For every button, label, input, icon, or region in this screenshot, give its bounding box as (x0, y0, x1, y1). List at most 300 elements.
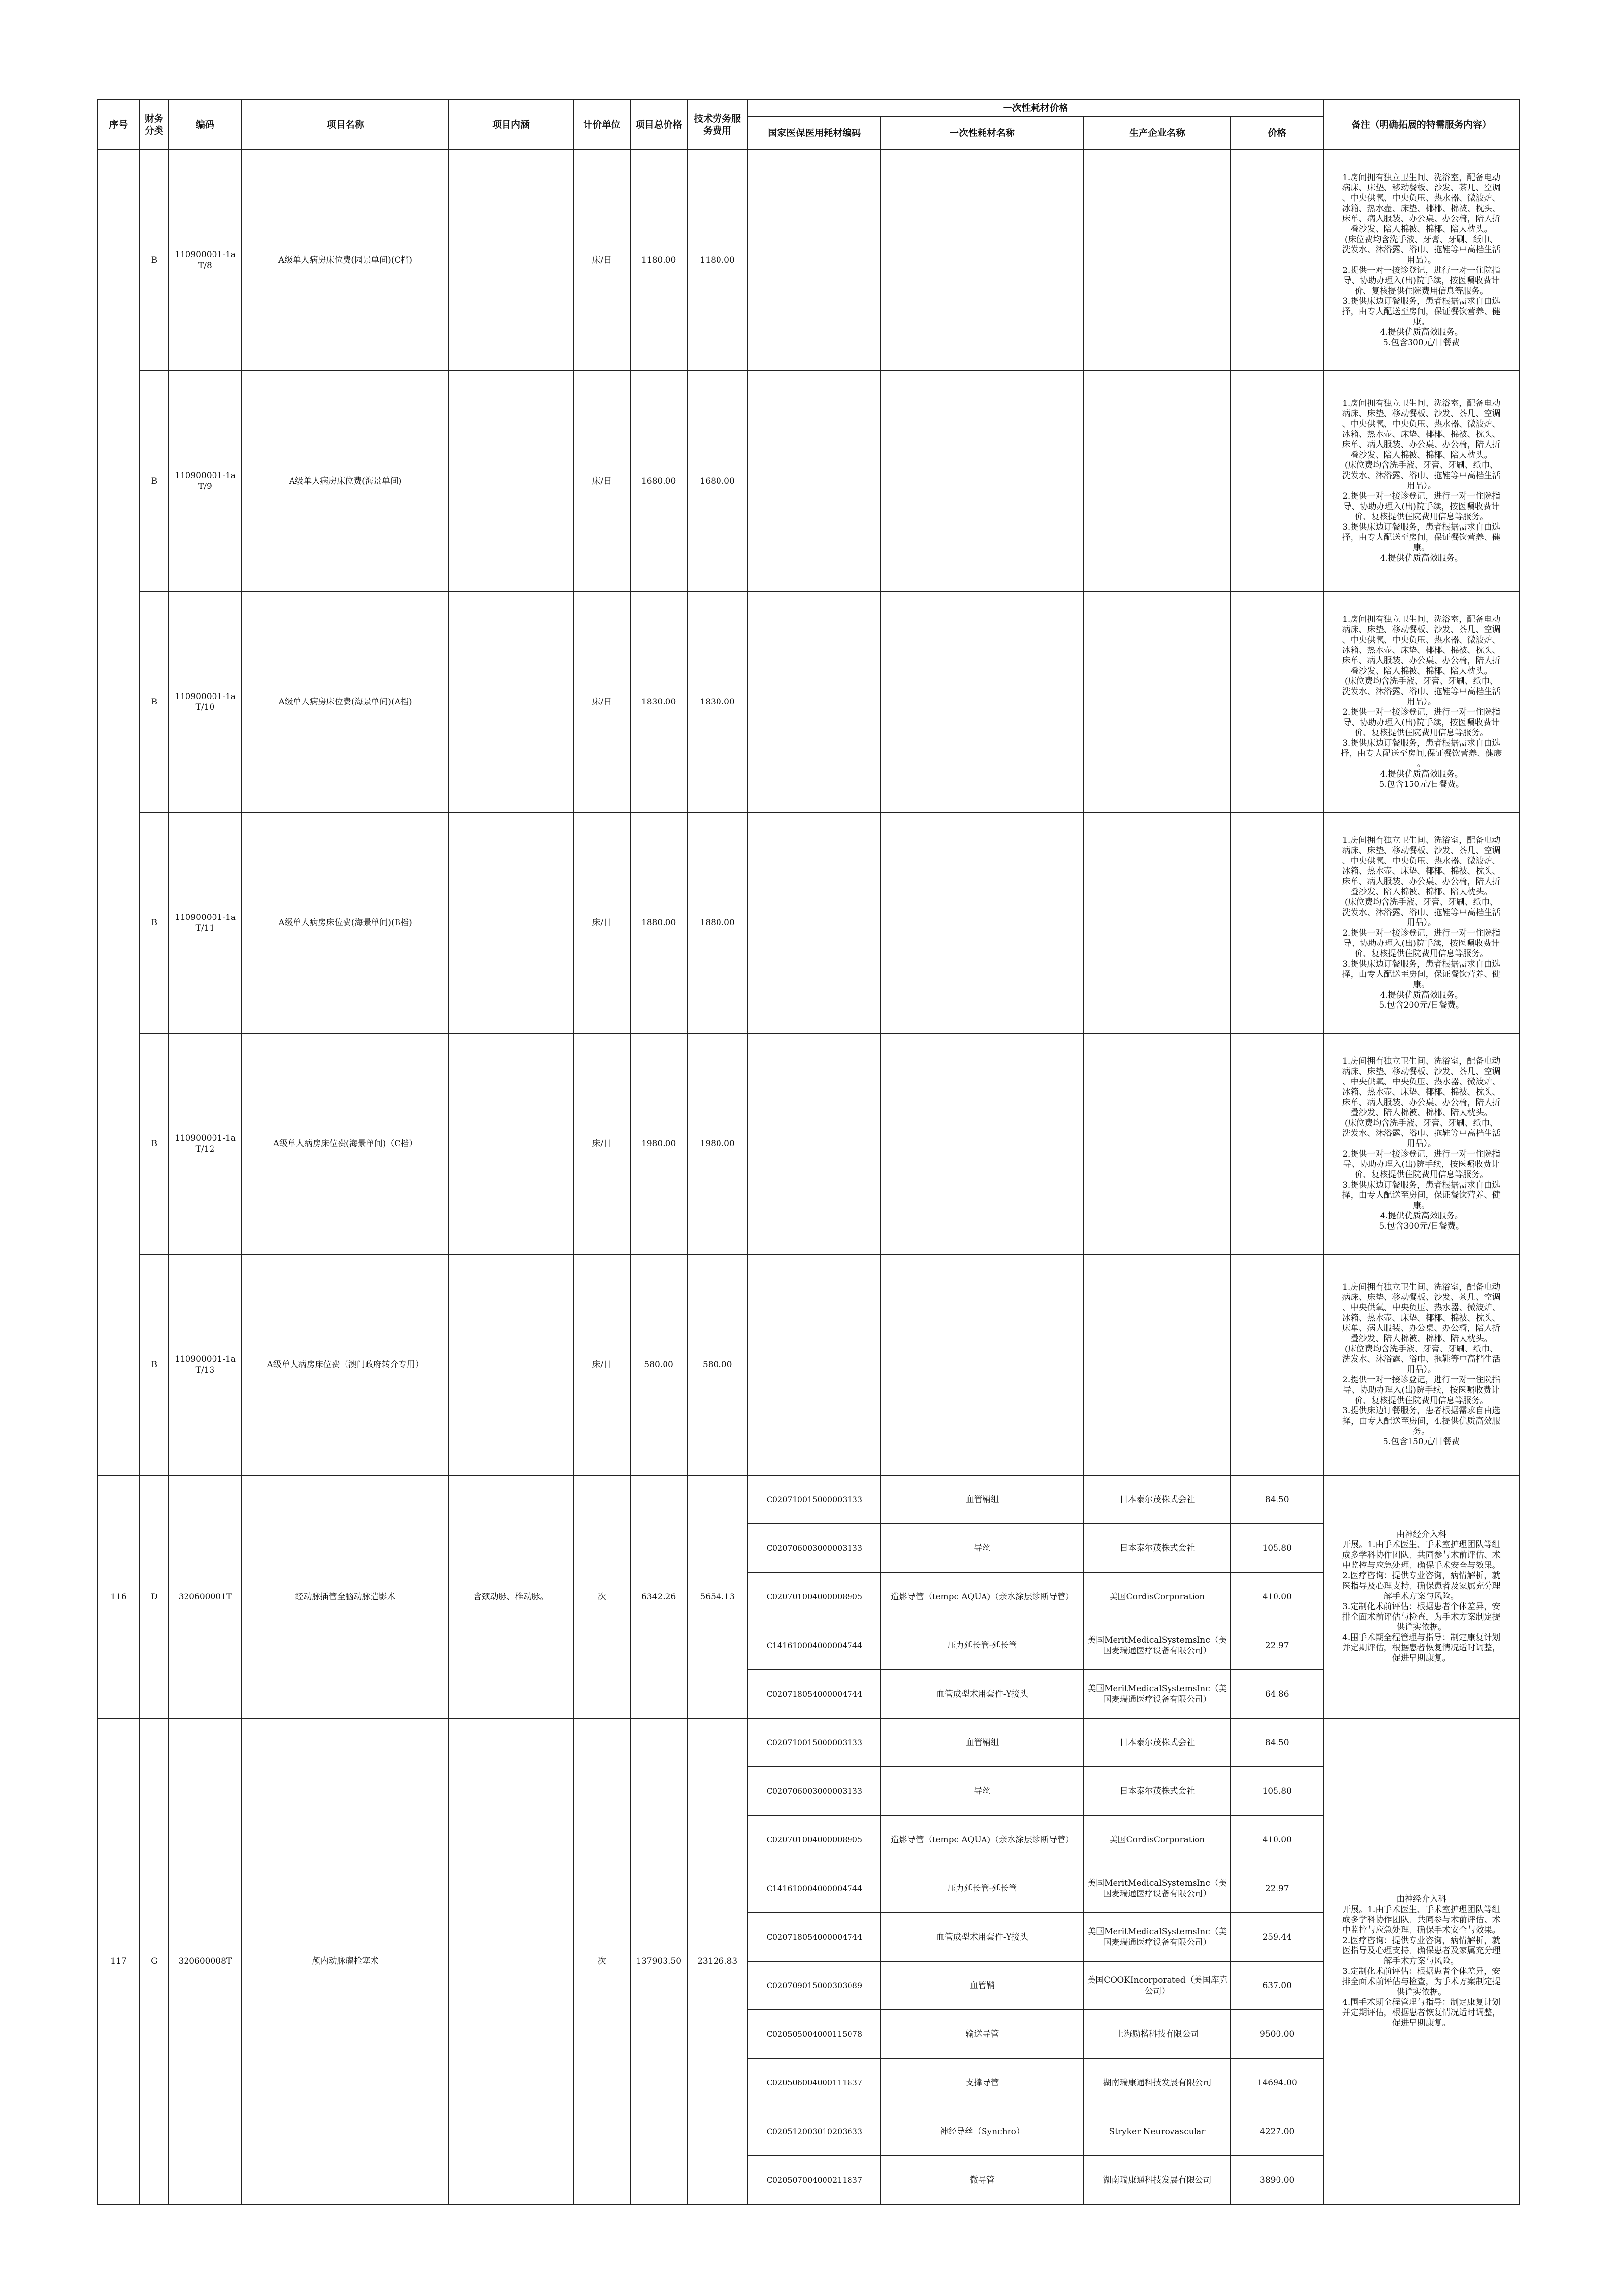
maker-cell (1084, 812, 1231, 1033)
item-name-cell: A级单人病房床位费(海景单间)(B档) (242, 812, 449, 1033)
remark-cell (1323, 1718, 1519, 2204)
remark-line: 成多学科协作团队，共同参与术前评估、术 (1342, 1915, 1501, 1925)
remark-line: 1.房间拥有独立卫生间、洗浴室，配备电动 (1342, 399, 1501, 408)
remark-line: 洗发水、沐浴露、浴巾、拖鞋等中高档生活 (1342, 1128, 1501, 1138)
unit-cell: 床/日 (573, 1254, 631, 1475)
header-service-fee: 技术劳务服务费用 (687, 100, 748, 150)
price-cell: 64.86 (1231, 1670, 1323, 1718)
maker-cell: 日本泰尔茂株式会社 (1084, 1767, 1231, 1815)
remark-line: 冰箱、热水壶、床垫、椰椰、棉被、枕头、 (1342, 430, 1501, 439)
remark-line: 、中央供氧、中央负压、热水器、微波炉、 (1342, 856, 1501, 866)
price-cell (1231, 371, 1323, 592)
mat-name-cell: 压力延长管-延长管 (881, 1621, 1084, 1670)
service-fee-cell: 580.00 (687, 1254, 748, 1475)
header-unit: 计价单位 (573, 100, 631, 150)
mat-name-cell: 压力延长管-延长管 (881, 1864, 1084, 1913)
remark-line: 床单、病人服装、办公桌、办公椅，陪人折 (1342, 876, 1501, 887)
maker-cell: 日本泰尔茂株式会社 (1084, 1718, 1231, 1767)
maker-cell: 美国CordisCorporation (1084, 1815, 1231, 1864)
remark-line: 5.包含150元/日餐费。 (1379, 779, 1464, 789)
mat-name-cell: 血管鞘组 (881, 1718, 1084, 1767)
service-fee-cell: 1880.00 (687, 812, 748, 1033)
code-cell: 110900001-1aT/9 (168, 371, 242, 592)
remark-line: 洗发水、沐浴露、浴巾、拖鞋等中高档生活 (1342, 244, 1501, 255)
remark-line: 医指导及心理支持，确保患者及家属充分理 (1342, 1945, 1501, 1956)
remark-line: 用品）。 (1407, 697, 1436, 707)
mat-name-cell: 血管成型术用套件-Y接头 (881, 1913, 1084, 1961)
remark-line: 导、协助办理入(出)院手续，按医嘱收费计 (1343, 275, 1500, 286)
unit-cell: 床/日 (573, 1033, 631, 1254)
mat-code-cell (748, 150, 881, 371)
price-cell: 4227.00 (1231, 2107, 1323, 2156)
remark-line: 康。 (1413, 979, 1430, 990)
remark-cell (1323, 1475, 1519, 1718)
remark-line: 洗发水、沐浴露、浴巾、拖鞋等中高档生活 (1342, 471, 1501, 481)
remark-line: 用品）。 (1407, 481, 1436, 491)
fin-class-cell: D (140, 1475, 168, 1718)
mat-code-cell (748, 1033, 881, 1254)
content-cell (449, 1033, 573, 1254)
service-fee-cell: 23126.83 (687, 1718, 748, 2204)
remark-cell (1323, 371, 1519, 592)
remark-line: 促进早期康复。 (1392, 1653, 1451, 1663)
remark-line: 导、协助办理入(出)院手续，按医嘱收费计 (1343, 1159, 1500, 1169)
price-cell (1231, 1033, 1323, 1254)
remark-cell (1323, 1033, 1519, 1254)
maker-cell: 美国MeritMedicalSystemsInc（美国麦瑞通医疗设备有限公司） (1084, 1913, 1231, 1961)
content-cell (449, 150, 573, 371)
remark-line: 床单、病人服装、办公桌、办公椅，陪人折 (1342, 1097, 1501, 1107)
remark-line: 供详实依据。 (1396, 1987, 1447, 1997)
total-price-cell: 1980.00 (631, 1033, 687, 1254)
remark-line: (床位费均含洗手液、牙膏、牙刷、纸巾、 (1344, 897, 1498, 907)
total-price-cell: 1880.00 (631, 812, 687, 1033)
fin-class-cell: B (140, 592, 168, 812)
code-cell: 110900001-1aT/10 (168, 592, 242, 812)
maker-cell (1084, 150, 1231, 371)
remark-line: 用品）。 (1407, 1365, 1436, 1375)
maker-cell: 美国MeritMedicalSystemsInc（美国麦瑞通医疗设备有限公司） (1084, 1621, 1231, 1670)
maker-cell (1084, 1254, 1231, 1475)
remark-line: 4.提供优质高效服务。 (1380, 553, 1463, 563)
remark-line: 2.提供一对一接诊登记，进行一对一住院指 (1342, 265, 1501, 275)
total-price-cell: 1180.00 (631, 150, 687, 371)
service-fee-cell: 1980.00 (687, 1033, 748, 1254)
remark-line: 床单、病人服装、办公桌、办公椅，陪人折 (1342, 440, 1501, 450)
seq-cell: 117 (97, 1718, 140, 2204)
price-cell: 3890.00 (1231, 2156, 1323, 2204)
remark-line: 务。 (1413, 1427, 1430, 1436)
mat-name-cell: 导丝 (881, 1524, 1084, 1572)
maker-cell (1084, 371, 1231, 592)
remark-line: 3.提供床边订餐服务，患者根据需求自由选 (1342, 959, 1501, 969)
content-cell: 含颈动脉、椎动脉。 (449, 1475, 573, 1718)
mat-code-cell (748, 1254, 881, 1475)
unit-cell: 床/日 (573, 150, 631, 371)
mat-code-cell: C020505004000115078 (748, 2010, 881, 2058)
remark-line: 解手术方案与风险。 (1384, 1592, 1459, 1601)
remark-line: (床位费均含洗手液、牙膏、牙刷、纸巾、 (1344, 460, 1498, 470)
remark-line: 2.提供一对一接诊登记，进行一对一住院指 (1342, 707, 1501, 717)
mat-name-cell (881, 592, 1084, 812)
table-row (97, 1033, 1519, 1254)
remark-line: 解手术方案与风险。 (1384, 1956, 1459, 1966)
header-consumables-group: 一次性耗材价格 (748, 100, 1324, 116)
remark-line: 洗发水、沐浴露、浴巾、拖鞋等中高档生活 (1342, 1354, 1501, 1364)
maker-cell: 上海励楷科技有限公司 (1084, 2010, 1231, 2058)
remark-line: 择，由专人配送至房间,保证餐饮营养、健康 (1340, 748, 1502, 758)
remark-line: 冰箱、热水壶、床垫、椰椰、棉被、枕头、 (1342, 1313, 1501, 1323)
header-price: 价格 (1231, 116, 1323, 150)
remark-line: 促进早期康复。 (1392, 2018, 1451, 2028)
header-total-price: 项目总价格 (631, 100, 687, 150)
content-cell (449, 1718, 573, 2204)
fin-class-cell: G (140, 1718, 168, 2204)
mat-name-cell (881, 1254, 1084, 1475)
service-fee-cell: 1180.00 (687, 150, 748, 371)
mat-code-cell: C020710015000003133 (748, 1718, 881, 1767)
item-name-cell: A级单人病房床位费(海景单间)(A档) (242, 592, 449, 812)
remark-line: 价、复核提供住院费用信息等服务。 (1355, 728, 1489, 738)
unit-cell: 次 (573, 1718, 631, 2204)
total-price-cell: 6342.26 (631, 1475, 687, 1718)
mat-name-cell: 血管成型术用套件-Y接头 (881, 1670, 1084, 1718)
remark-line: 4.提供优质高效服务。 (1380, 769, 1463, 779)
remark-line: 导、协助办理入(出)院手续，按医嘱收费计 (1343, 502, 1500, 512)
remark-line: 3.提供床边订餐服务，患者根据需求自由选 (1342, 1406, 1501, 1416)
remark-cell (1323, 1254, 1519, 1475)
price-cell: 105.80 (1231, 1767, 1323, 1815)
remark-line: 择，由专人配送至房间，保证餐饮营养、健 (1342, 969, 1501, 979)
mat-name-cell (881, 371, 1084, 592)
maker-cell: 日本泰尔茂株式会社 (1084, 1524, 1231, 1572)
table-body (97, 150, 1519, 2204)
price-table (97, 99, 1520, 2205)
remark-line: 5.包含150元/日餐费 (1383, 1437, 1460, 1447)
mat-name-cell: 造影导管（tempo AQUA)（亲水涂层诊断导管） (881, 1572, 1084, 1621)
mat-code-cell: C020706003000003133 (748, 1524, 881, 1572)
remark-line: 、中央供氧、中央负压、热水器、微波炉、 (1342, 193, 1501, 203)
fin-class-cell: B (140, 1033, 168, 1254)
price-cell (1231, 812, 1323, 1033)
remark-line: 导、协助办理入(出)院手续，按医嘱收费计 (1343, 717, 1500, 728)
remark-line: 病床、床垫、移动餐板、沙发、茶几、空调 (1342, 624, 1501, 635)
remark-line: 医指导及心理支持，确保患者及家属充分理 (1342, 1581, 1501, 1591)
fin-class-cell: B (140, 1254, 168, 1475)
maker-cell: 美国CordisCorporation (1084, 1572, 1231, 1621)
remark-line: 1.房间拥有独立卫生间、洗浴室，配备电动 (1342, 614, 1501, 624)
code-cell: 110900001-1aT/11 (168, 812, 242, 1033)
remark-line: 3.提供床边订餐服务，患者根据需求自由选 (1342, 522, 1501, 532)
maker-cell: 湖南瑞康通科技发展有限公司 (1084, 2058, 1231, 2107)
remark-line: 叠沙发、陪人棉被、棉椰、陪人枕头。 (1350, 1334, 1492, 1344)
service-fee-cell: 5654.13 (687, 1475, 748, 1718)
remark-line: 1.房间拥有独立卫生间、洗浴室，配备电动 (1342, 835, 1501, 845)
remark-line: 中监控与应急处理，确保手术安全与效果。 (1342, 1561, 1501, 1570)
code-cell: 320600001T (168, 1475, 242, 1718)
remark-line: 3.提供床边订餐服务，患者根据需求自由选 (1342, 738, 1501, 748)
mat-name-cell (881, 150, 1084, 371)
mat-code-cell: C020512003010203633 (748, 2107, 881, 2156)
mat-code-cell: C141610004000004744 (748, 1621, 881, 1670)
header-mat-code: 国家医保医用耗材编码 (748, 116, 881, 150)
remark-line: 2.提供一对一接诊登记，进行一对一住院指 (1342, 491, 1501, 501)
remark-line: 4.提供优质高效服务。 (1380, 1211, 1463, 1221)
remark-line: 1.房间拥有独立卫生间、洗浴室，配备电动 (1342, 1056, 1501, 1066)
remark-line: 择，由专人配送至房间，保证餐饮营养、健 (1342, 533, 1501, 542)
total-price-cell: 1830.00 (631, 592, 687, 812)
maker-cell (1084, 592, 1231, 812)
unit-cell: 次 (573, 1475, 631, 1718)
remark-cell (1323, 592, 1519, 812)
item-name-cell: 颅内动脉瘤栓塞术 (242, 1718, 449, 2204)
content-cell (449, 371, 573, 592)
header-remark: 备注（明确拓展的特需服务内容） (1323, 100, 1519, 150)
mat-code-cell: C020709015000303089 (748, 1961, 881, 2010)
header-seq: 序号 (97, 100, 140, 150)
service-fee-cell: 1830.00 (687, 592, 748, 812)
maker-cell: 日本泰尔茂株式会社 (1084, 1475, 1231, 1524)
remark-cell (1323, 150, 1519, 371)
remark-line: 4.提供优质高效服务。 (1380, 990, 1463, 1000)
content-cell (449, 812, 573, 1033)
mat-name-cell: 输送导管 (881, 2010, 1084, 2058)
code-cell: 110900001-1aT/12 (168, 1033, 242, 1254)
remark-line: 2.提供一对一接诊登记，进行一对一住院指 (1342, 1375, 1501, 1385)
mat-code-cell (748, 812, 881, 1033)
table-row (97, 371, 1519, 592)
price-cell: 84.50 (1231, 1475, 1323, 1524)
price-cell (1231, 1254, 1323, 1475)
header-mat-name: 一次性耗材名称 (881, 116, 1084, 150)
remark-line: 用品）。 (1407, 918, 1436, 928)
remark-line: 2.提供一对一接诊登记，进行一对一住院指 (1342, 928, 1501, 938)
remark-line: 2.医疗咨询：提供专业咨询，病情解析，就 (1342, 1571, 1501, 1581)
price-cell: 410.00 (1231, 1572, 1323, 1621)
remark-line: 开展。1.由手术医生、手术室护理团队等组 (1342, 1540, 1501, 1550)
item-name-cell: A级单人病房床位费(海景单间) (242, 371, 449, 592)
header-fin-class: 财务分类 (140, 100, 168, 150)
seq-cell: 116 (97, 1475, 140, 1718)
mat-name-cell: 血管鞘 (881, 1961, 1084, 2010)
remark-line: 4.提供优质高效服务。 (1380, 327, 1463, 337)
mat-code-cell: C020701004000008905 (748, 1572, 881, 1621)
maker-cell: 美国MeritMedicalSystemsInc（美国麦瑞通医疗设备有限公司） (1084, 1670, 1231, 1718)
unit-cell: 床/日 (573, 592, 631, 812)
remark-line: 5.包含200元/日餐费。 (1379, 1000, 1464, 1010)
remark-line: 1.房间拥有独立卫生间、洗浴室，配备电动 (1342, 172, 1501, 183)
item-name-cell: A级单人病房床位费(园景单间)(C档) (242, 150, 449, 371)
header-maker: 生产企业名称 (1084, 116, 1231, 150)
price-cell: 84.50 (1231, 1718, 1323, 1767)
mat-name-cell: 微导管 (881, 2156, 1084, 2204)
mat-name-cell: 血管鞘组 (881, 1475, 1084, 1524)
table-row (97, 1475, 1519, 1524)
remark-line: 成多学科协作团队，共同参与术前评估、术 (1342, 1550, 1501, 1560)
remark-line: 病床、床垫、移动餐板、沙发、茶几、空调 (1342, 1066, 1501, 1077)
mat-name-cell: 支撑导管 (881, 2058, 1084, 2107)
remark-line: (床位费均含洗手液、牙膏、牙刷、纸巾、 (1344, 234, 1498, 244)
remark-line: 叠沙发、陪人棉被、棉椰、陪人枕头。 (1350, 1107, 1492, 1118)
price-cell (1231, 592, 1323, 812)
mat-code-cell: C020718054000004744 (748, 1913, 881, 1961)
remark-line: 择，由专人配送至房间，4.提供优质高效服 (1342, 1416, 1501, 1426)
price-cell: 410.00 (1231, 1815, 1323, 1864)
mat-name-cell (881, 812, 1084, 1033)
remark-line: 冰箱、热水壶、床垫、椰椰、棉被、枕头、 (1342, 645, 1501, 655)
remark-line: 2.提供一对一接诊登记，进行一对一住院指 (1342, 1149, 1501, 1159)
price-cell: 22.97 (1231, 1864, 1323, 1913)
mat-code-cell: C020701004000008905 (748, 1815, 881, 1864)
remark-line: 叠沙发、陪人棉被、棉椰、陪人枕头。 (1350, 450, 1492, 460)
remark-line: 叠沙发、陪人棉被、棉椰、陪人枕头。 (1350, 666, 1492, 676)
remark-line: 导、协助办理入(出)院手续，按医嘱收费计 (1343, 1385, 1500, 1395)
remark-line: 。 (1417, 758, 1426, 769)
remark-line: 价、复核提供住院费用信息等服务。 (1355, 1396, 1489, 1405)
remark-line: 、中央供氧、中央负压、热水器、微波炉、 (1342, 1303, 1501, 1313)
remark-line: 并定期评估，根据患者恢复情况适时调整， (1342, 2007, 1501, 2018)
fin-class-cell: B (140, 150, 168, 371)
remark-line: (床位费均含洗手液、牙膏、牙刷、纸巾、 (1344, 676, 1498, 686)
item-name-cell: A级单人病房床位费（澳门政府转介专用） (242, 1254, 449, 1475)
remark-line: 3.定制化术前评估：根据患者个体差异，安 (1342, 1966, 1501, 1976)
remark-line: 3.提供床边订餐服务，患者根据需求自由选 (1342, 296, 1501, 306)
unit-cell: 床/日 (573, 371, 631, 592)
remark-line: 病床、床垫、移动餐板、沙发、茶几、空调 (1342, 183, 1501, 193)
remark-line: 、中央供氧、中央负压、热水器、微波炉、 (1342, 1077, 1501, 1087)
remark-line: 价、复核提供住院费用信息等服务。 (1355, 948, 1489, 959)
header-item-name: 项目名称 (242, 100, 449, 150)
mat-code-cell: C020706003000003133 (748, 1767, 881, 1815)
remark-line: 冰箱、热水壶、床垫、椰椰、棉被、枕头、 (1342, 1087, 1501, 1097)
remark-line: 2.医疗咨询：提供专业咨询，病情解析，就 (1342, 1935, 1501, 1945)
mat-code-cell: C141610004000004744 (748, 1864, 881, 1913)
remark-line: 由神经介入科 (1396, 1530, 1447, 1540)
unit-cell: 床/日 (573, 812, 631, 1033)
header-content: 项目内涵 (449, 100, 573, 150)
remark-line: 康。 (1413, 543, 1430, 553)
service-fee-cell: 1680.00 (687, 371, 748, 592)
maker-cell: 美国MeritMedicalSystemsInc（美国麦瑞通医疗设备有限公司） (1084, 1864, 1231, 1913)
remark-line: 排全面术前评估与检查，为手术方案制定提 (1342, 1976, 1501, 1987)
table-row (97, 1254, 1519, 1475)
remark-line: 床单、病人服装、办公桌、办公椅，陪人折 (1342, 655, 1501, 666)
remark-line: 开展。1.由手术医生、手术室护理团队等组 (1342, 1904, 1501, 1915)
remark-line: 、中央供氧、中央负压、热水器、微波炉、 (1342, 635, 1501, 645)
remark-line: 5.包含300元/日餐费 (1383, 337, 1460, 348)
mat-name-cell (881, 1033, 1084, 1254)
table-row (97, 812, 1519, 1033)
remark-line: 排全面术前评估与检查，为手术方案制定提 (1342, 1612, 1501, 1622)
mat-code-cell: C020718054000004744 (748, 1670, 881, 1718)
seq-cell (97, 150, 140, 1475)
remark-line: 洗发水、沐浴露、浴巾、拖鞋等中高档生活 (1342, 907, 1501, 918)
item-name-cell: A级单人病房床位费(海景单间)（C档） (242, 1033, 449, 1254)
fin-class-cell: B (140, 371, 168, 592)
remark-line: 用品）。 (1407, 255, 1436, 265)
total-price-cell: 580.00 (631, 1254, 687, 1475)
remark-line: 价、复核提供住院费用信息等服务。 (1355, 512, 1489, 522)
remark-line: 病床、床垫、移动餐板、沙发、茶几、空调 (1342, 845, 1501, 856)
remark-line: 床单、病人服装、办公桌、办公椅，陪人折 (1342, 214, 1501, 224)
remark-line: (床位费均含洗手液、牙膏、牙刷、纸巾、 (1344, 1344, 1498, 1354)
remark-line: 康。 (1413, 317, 1430, 327)
remark-line: 4.围手术期全程管理与指导：制定康复计划 (1342, 1997, 1501, 2007)
content-cell (449, 1254, 573, 1475)
mat-name-cell: 导丝 (881, 1767, 1084, 1815)
remark-line: 4.围手术期全程管理与指导：制定康复计划 (1342, 1633, 1501, 1643)
remark-line: 冰箱、热水壶、床垫、椰椰、棉被、枕头、 (1342, 203, 1501, 214)
remark-line: 洗发水、沐浴露、浴巾、拖鞋等中高档生活 (1342, 686, 1501, 697)
remark-line: 由神经介入科 (1396, 1894, 1447, 1904)
remark-line: 中监控与应急处理，确保手术安全与效果。 (1342, 1925, 1501, 1935)
price-table-sheet (97, 99, 1520, 2205)
price-cell: 22.97 (1231, 1621, 1323, 1670)
code-cell: 110900001-1aT/13 (168, 1254, 242, 1475)
remark-line: 择，由专人配送至房间，保证餐饮营养、健 (1342, 306, 1501, 317)
header-code: 编码 (168, 100, 242, 150)
remark-line: 择，由专人配送至房间，保证餐饮营养、健 (1342, 1190, 1501, 1200)
remark-line: 价、复核提供住院费用信息等服务。 (1355, 1169, 1489, 1180)
table-row (97, 150, 1519, 371)
remark-line: 3.定制化术前评估：根据患者个体差异，安 (1342, 1602, 1501, 1612)
maker-cell: Stryker Neurovascular (1084, 2107, 1231, 2156)
remark-line: 导、协助办理入(出)院手续，按医嘱收费计 (1343, 938, 1500, 948)
remark-line: 1.房间拥有独立卫生间、洗浴室，配备电动 (1342, 1282, 1501, 1292)
remark-cell (1323, 812, 1519, 1033)
price-cell (1231, 150, 1323, 371)
remark-line: (床位费均含洗手液、牙膏、牙刷、纸巾、 (1344, 1118, 1498, 1128)
fin-class-cell: B (140, 812, 168, 1033)
mat-code-cell: C020710015000003133 (748, 1475, 881, 1524)
mat-code-cell (748, 592, 881, 812)
table-row (97, 1718, 1519, 1767)
price-cell: 14694.00 (1231, 2058, 1323, 2107)
item-name-cell: 经动脉插管全脑动脉造影术 (242, 1475, 449, 1718)
content-cell (449, 592, 573, 812)
table-header (97, 100, 1519, 150)
remark-line: 并定期评估，根据患者恢复情况适时调整， (1342, 1643, 1501, 1653)
mat-code-cell: C020506004000111837 (748, 2058, 881, 2107)
table-row (97, 592, 1519, 812)
code-cell: 320600008T (168, 1718, 242, 2204)
remark-line: 、中央供氧、中央负压、热水器、微波炉、 (1342, 419, 1501, 429)
mat-code-cell: C020507004000211837 (748, 2156, 881, 2204)
mat-code-cell (748, 371, 881, 592)
remark-line: 叠沙发、陪人棉被、棉椰、陪人枕头。 (1350, 887, 1492, 897)
remark-line: 5.包含300元/日餐费。 (1379, 1221, 1464, 1231)
price-cell: 259.44 (1231, 1913, 1323, 1961)
maker-cell (1084, 1033, 1231, 1254)
remark-line: 叠沙发、陪人棉被、棉椰、陪人枕头。 (1350, 224, 1492, 234)
remark-line: 用品）。 (1407, 1138, 1436, 1149)
remark-line: 病床、床垫、移动餐板、沙发、茶几、空调 (1342, 1293, 1501, 1302)
remark-line: 康。 (1413, 1200, 1430, 1211)
remark-line: 供详实依据。 (1396, 1622, 1447, 1632)
code-cell: 110900001-1aT/8 (168, 150, 242, 371)
price-cell: 637.00 (1231, 1961, 1323, 2010)
price-cell: 9500.00 (1231, 2010, 1323, 2058)
mat-name-cell: 神经导丝（Synchro） (881, 2107, 1084, 2156)
maker-cell: 湖南瑞康通科技发展有限公司 (1084, 2156, 1231, 2204)
remark-line: 床单、病人服装、办公桌、办公椅，陪人折 (1342, 1324, 1501, 1333)
total-price-cell: 1680.00 (631, 371, 687, 592)
remark-line: 冰箱、热水壶、床垫、椰椰、棉被、枕头、 (1342, 866, 1501, 876)
maker-cell: 美国COOKIncorporated（美国库克公司） (1084, 1961, 1231, 2010)
total-price-cell: 137903.50 (631, 1718, 687, 2204)
remark-line: 病床、床垫、移动餐板、沙发、茶几、空调 (1342, 409, 1501, 419)
remark-line: 3.提供床边订餐服务，患者根据需求自由选 (1342, 1180, 1501, 1190)
